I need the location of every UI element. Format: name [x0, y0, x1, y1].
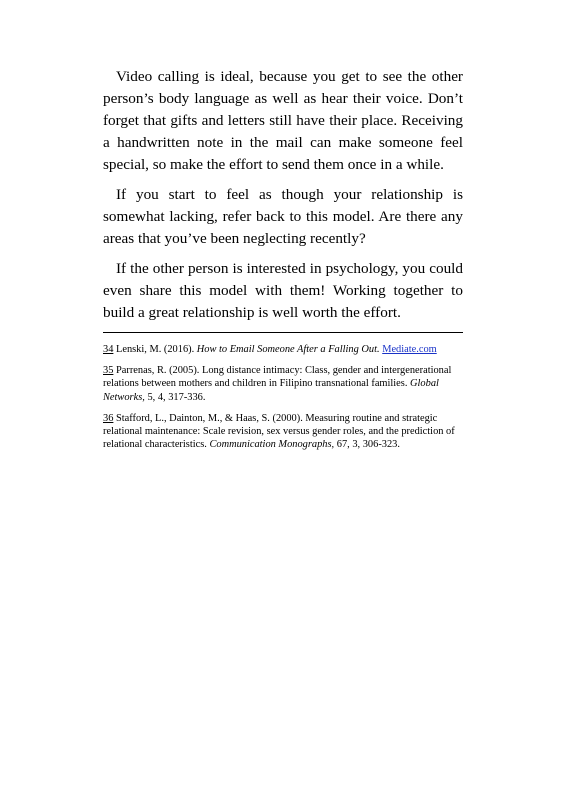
footnote-journal: Global Networks, [103, 378, 439, 403]
footnote-text: Stafford, L., Dainton, M., & Haas, S. (2000). Measuring routine and strategic relational maintenance: Scale revision, sex versus gender roles, and the prediction of relational characteristics. [103, 412, 455, 451]
footnote-number[interactable]: 34 [103, 344, 114, 355]
body-paragraph-2: If you start to feel as though your relationship is somewhat lacking, refer back to this model. Are there any areas that you’ve been neglecting recently? [103, 186, 463, 247]
footnote-text: Parrenas, R. (2005). Long distance intimacy: Class, gender and intergenerational relations between mothers and children in Filipino transnational families. [103, 365, 452, 390]
footnote-35 [103, 364, 463, 404]
body-paragraph-1: Video calling is ideal, because you get to see the other person’s body language as well as hear their voice. Don’t forget that gifts and letters still have their place. Receiving a handwritten note in the mail can make someone feel special, so make the effort to send them once in a while. [103, 68, 463, 173]
footnote-link[interactable]: Mediate.com [382, 344, 437, 355]
footnote-rest: 67, 3, 306-323. [334, 439, 400, 451]
footnote-separator [103, 332, 463, 333]
footnote-journal: Communication Monographs, [209, 439, 335, 451]
page-content [103, 66, 463, 459]
footnote-36 [103, 412, 463, 452]
footnote-title: How to Email Someone After a Falling Out. [196, 344, 380, 355]
footnote-number[interactable]: 36 [103, 412, 114, 424]
footnote-authors: Lenski, M. (2016). [113, 344, 197, 355]
footnote-rest: 5, 4, 317-336. [144, 391, 206, 403]
footnote-34 [103, 343, 463, 356]
footnote-number[interactable]: 35 [103, 365, 114, 377]
body-paragraph-3: If the other person is interested in psychology, you could even share this model with them! Working together to build a great relationship is well worth the effort. [103, 260, 463, 321]
